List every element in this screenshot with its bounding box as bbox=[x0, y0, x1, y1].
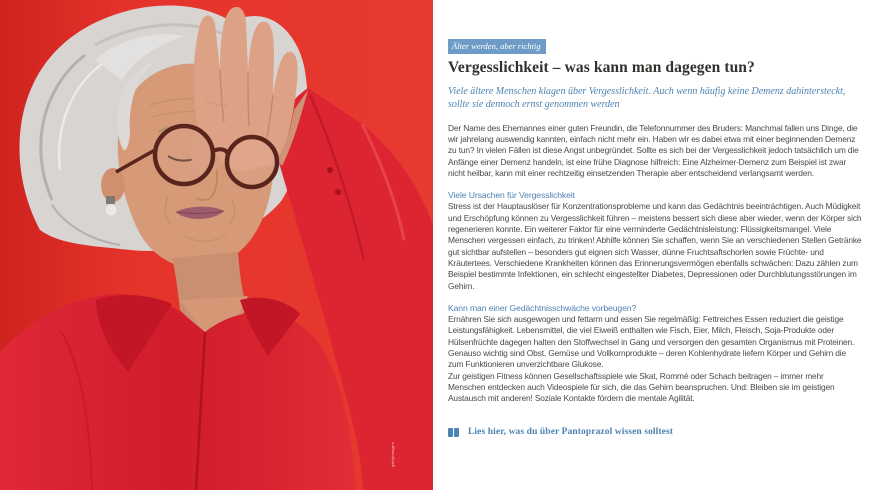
related-article-link[interactable] bbox=[448, 427, 863, 438]
prevention-paragraph-1: Ernähren Sie sich ausgewogen und fettarm und essen Sie regelmäßig: Fettreiches Essen reduziert die geistige Leistungsfähigkeit. Lebensmittel, die viel Eiweiß enthalten wie Fisch, Eier, Milch, Fleisch, Soja-Produkte oder Hülsenfrüchte dagegen halten den Stoffwechsel in Gang und versorgen den gesamten Organismus mit Proteinen. Genauso wichtig sind Obst, Gemüse und Vollkornprodukte – deren Kohlenhydrate liefern Körper und Gehirn die zum Funktionieren unverzichtbare Glukose. bbox=[448, 314, 855, 370]
photo-credit: gettyimages bbox=[390, 442, 395, 467]
kicker-tag: Älter werden, aber richtig bbox=[448, 39, 546, 54]
article-content bbox=[448, 36, 863, 438]
article-lede: Viele ältere Menschen klagen über Vergesslichkeit. Auch wenn häufig keine Demenz dahintersteckt, sollte sie dennoch ernst genommen werden bbox=[448, 86, 846, 110]
earring-stud bbox=[106, 196, 115, 204]
book-icon bbox=[448, 428, 460, 437]
hero-photo bbox=[0, 0, 433, 490]
intro-paragraph: Der Name des Ehemannes einer guten Freundin, die Telefonnummer des Bruders: Manchmal fallen uns Dinge, die wir jahrelang auswendig kannten, einfach nicht mehr ein. Haben wir es dabei etwa mit einer beginnenden Demenz zu tun? In vielen Fällen ist diese Angst unbegründet. Sollte es sich bei der Vergesslichkeit jedoch tatsächlich um die Anfänge einer Demenz handeln, ist eine frühe Diagnose hilfreich: Eine Alzheimer-Demenz zum Beispiel ist zwar nicht heilbar, kann mit einer rechtzeitig einsetzenden Therapie aber entscheidend verlangsamt werden. bbox=[448, 122, 859, 178]
prevention-paragraph-2: Zur geistigen Fitness können Gesellschaftsspiele wie Skat, Rommé oder Schach beitragen – immer mehr Menschen entdecken auch Videospiele für sich, die das Gehirn beanspruchen. Und: Bleiben sie im geistigen Austausch mit anderen! Soziale Kontakte fördern die mentale Agilität. bbox=[448, 370, 835, 404]
section-heading-causes: Viele Ursachen für Vergesslichkeit bbox=[448, 190, 575, 201]
section-heading-prevention: Kann man einer Gedächtnisschwäche vorbeugen? bbox=[448, 302, 637, 313]
causes-paragraph: Stress ist der Hauptauslöser für Konzentrationsprobleme und kann das Gedächtnis beeinträchtigen. Auch Müdigkeit und Erschöpfung können zu Vergesslichkeit führen – meistens bessert sich diese aber wieder, wenn der Körper sich regenerieren konnte. Ein weiterer Faktor für eine verminderte Gedächtnisleistung: Flüssigkeitsmangel. Viele Menschen vergessen einfach, zu trinken! Abhilfe können Sie schaffen, wenn Sie an verschiedenen Stellen Getränke gut sichtbar aufstellen – besonders gut eignen sich Wasser, dünne Fruchtsaftschorlen sowie Früchte- und Kräutertees. Verschiedene Krankheiten können das Erinnerungsvermögen ebenfalls schwächen: Dazu zählen zum Beispiel bestimmte Infektionen, ein schlecht eingestellter Diabetes, Depressionen oder Durchblutungsstörungen im Gehirn. bbox=[448, 201, 862, 291]
article-title: Vergesslichkeit – was kann man dagegen tun? bbox=[448, 59, 755, 77]
related-link-label: Lies hier, was du über Pantoprazol wissen solltest bbox=[468, 426, 674, 437]
pearl-earring bbox=[106, 205, 117, 216]
elderly-woman-illustration bbox=[0, 0, 433, 490]
